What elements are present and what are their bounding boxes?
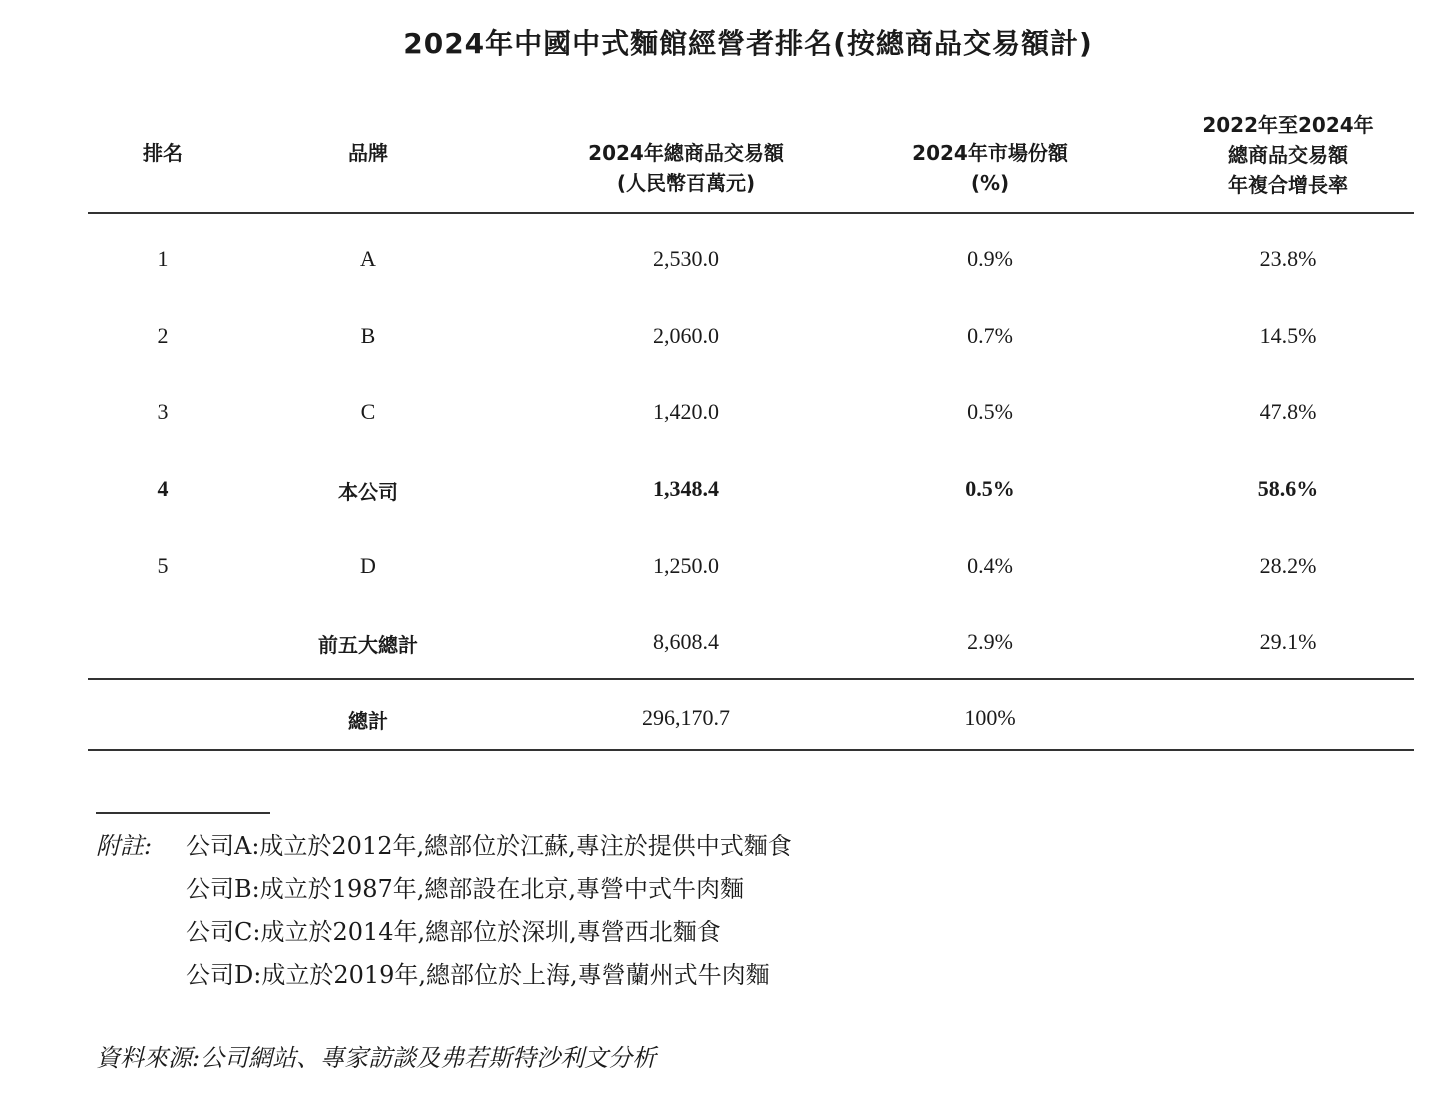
top5-label: 前五大總計	[318, 633, 418, 657]
header-share-line1: 2024年市場份額	[912, 141, 1068, 165]
total-gmv: 296,170.7	[642, 705, 730, 730]
total-share: 100%	[964, 705, 1016, 730]
row-1-gmv: 2,530.0	[653, 246, 719, 271]
row-5-cagr: 28.2%	[1259, 553, 1317, 578]
header-rank: 排名	[143, 141, 183, 165]
header-brand: 品牌	[348, 141, 388, 165]
row-3-gmv: 1,420.0	[653, 399, 719, 424]
header-gmv-line1: 2024年總商品交易額	[588, 141, 784, 165]
table-bottom-rule	[88, 749, 1414, 751]
notes-rule	[96, 812, 270, 814]
header-rule	[88, 212, 1414, 214]
row-2-brand: B	[360, 323, 376, 348]
row-4-rank: 4	[157, 476, 169, 501]
total-label: 總計	[348, 709, 388, 733]
row-3-rank: 3	[157, 399, 169, 424]
row-4-brand: 本公司	[338, 480, 398, 504]
header-cagr-line2: 總商品交易額	[1227, 143, 1348, 167]
total-top-rule	[88, 678, 1414, 680]
row-1-cagr: 23.8%	[1259, 246, 1317, 271]
header-share	[912, 138, 1068, 198]
note-company-c: 公司C:成立於2014年,總部位於深圳,專營西北麵食	[186, 918, 721, 946]
row-3-cagr: 47.8%	[1259, 399, 1317, 424]
row-1-share: 0.9%	[967, 246, 1013, 271]
row-2-share: 0.7%	[967, 323, 1013, 348]
header-share-line2: (%)	[970, 171, 1010, 195]
row-5-rank: 5	[157, 553, 169, 578]
header-cagr-line1: 2022年至2024年	[1202, 113, 1374, 137]
row-1-brand: A	[360, 246, 376, 271]
note-company-b: 公司B:成立於1987年,總部設在北京,專營中式牛肉麵	[186, 875, 745, 903]
row-2-rank: 2	[157, 323, 169, 348]
notes-label: 附註:	[96, 832, 153, 860]
note-company-a: 公司A:成立於2012年,總部位於江蘇,專注於提供中式麵食	[186, 832, 792, 860]
row-4-gmv: 1,348.4	[653, 476, 719, 501]
row-2-gmv: 2,060.0	[653, 323, 719, 348]
note-company-d: 公司D:成立於2019年,總部位於上海,專營蘭州式牛肉麵	[186, 961, 770, 989]
row-5-gmv: 1,250.0	[653, 553, 719, 578]
page-title: 2024年中國中式麵館經營者排名(按總商品交易額計)	[403, 27, 1093, 60]
row-3-brand: C	[360, 399, 376, 424]
top5-share: 2.9%	[967, 629, 1013, 654]
row-5-share: 0.4%	[967, 553, 1013, 578]
header-cagr-line3: 年複合增長率	[1227, 173, 1348, 197]
row-4-cagr: 58.6%	[1257, 476, 1319, 501]
row-3-share: 0.5%	[967, 399, 1013, 424]
row-1-rank: 1	[157, 246, 169, 271]
header-cagr	[1202, 110, 1373, 200]
row-2-cagr: 14.5%	[1259, 323, 1317, 348]
top5-gmv: 8,608.4	[653, 629, 719, 654]
top5-cagr: 29.1%	[1259, 629, 1317, 654]
row-5-brand: D	[360, 553, 376, 578]
row-4-share: 0.5%	[965, 476, 1015, 501]
header-gmv	[588, 138, 784, 198]
source-note: 資料來源:公司網站、專家訪談及弗若斯特沙利文分析	[96, 1044, 657, 1072]
header-gmv-line2: (人民幣百萬元)	[616, 171, 756, 195]
